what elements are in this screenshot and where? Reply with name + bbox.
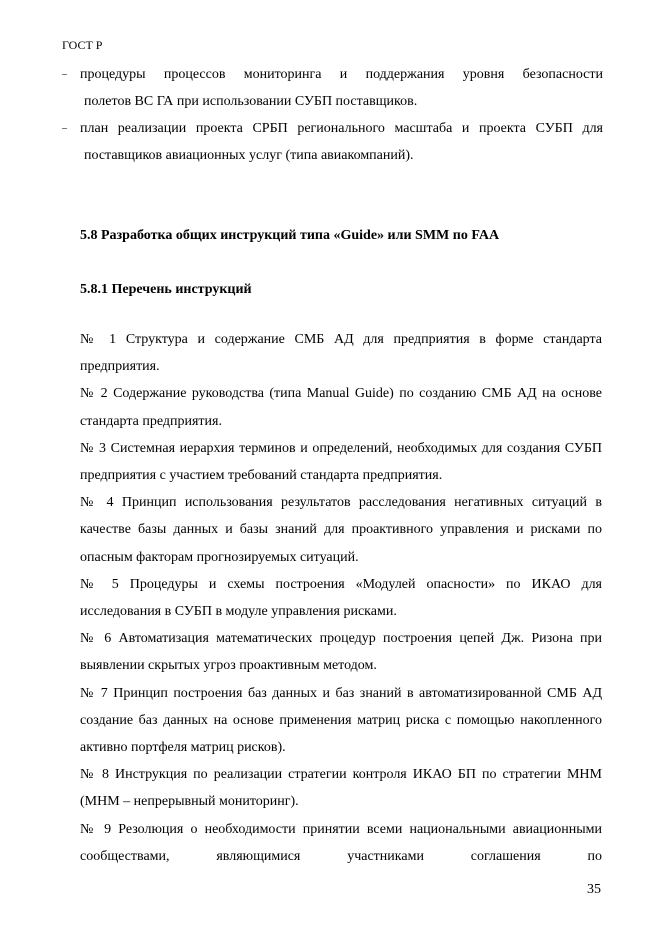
instruction-item: № 4 Принцип использования результатов расследования негативных ситуаций в качестве базы данных и базы знаний для проактивного управления и рисками по опасным факторам прогнозируемых ситуаций. [80, 495, 602, 565]
instruction-item: № 7 Принцип построения баз данных и баз знаний в автоматизированной СМБ АД создание баз данных на основе применения матриц риска с помощью накопленного активно портфеля матриц рисков). [80, 685, 602, 756]
running-header: ГОСТ Р [62, 38, 103, 52]
dash-item-line: процедуры процессов мониторинга и поддержания уровня безопасности [80, 67, 603, 82]
subsection-heading: 5.8.1 Перечень инструкций [80, 282, 252, 297]
instruction-item: № 2 Содержание руководства (типа Manual Guide) по созданию СМБ АД на основе стандарта предприятия. [80, 386, 602, 429]
dash-item-line: поставщиков авиационных услуг (типа авиакомпаний). [84, 148, 414, 163]
instruction-item: № 8 Инструкция по реализации стратегии контроля ИКАО БП по стратегии МНМ (МНМ – непрерывный мониторинг). [80, 767, 602, 810]
page-number: 35 [587, 882, 601, 897]
instruction-item: № 5 Процедуры и схемы построения «Модулей опасности» по ИКАО для исследования в СУБП в модуле управления рисками. [80, 576, 602, 620]
instruction-list [80, 326, 602, 870]
instruction-item: № 9 Резолюция о необходимости принятии всеми национальными авиационными сообществами, являющимися участниками соглашения по [80, 821, 602, 864]
section-heading: 5.8 Разработка общих инструкций типа «Guide» или SMM по FAA [80, 228, 500, 243]
dash-list-item [62, 61, 603, 115]
instruction-item: № 1 Структура и содержание СМБ АД для предприятия в форме стандарта предприятия. [80, 332, 602, 375]
dash-marker: – [62, 69, 67, 80]
instruction-item: № 3 Системная иерархия терминов и определений, необходимых для создания СУБП предприятия с участием требований стандарта предприятия. [80, 440, 602, 484]
dash-list-item [62, 115, 603, 169]
instruction-item: № 6 Автоматизация математических процедур построения цепей Дж. Ризона при выявлении скрытых угроз проактивным методом. [80, 631, 602, 674]
dash-marker: – [62, 123, 67, 134]
dash-item-line: план реализации проекта СРБП регионального масштаба и проекта СУБП для [80, 121, 603, 136]
dash-item-line: полетов ВС ГА при использовании СУБП поставщиков. [84, 94, 418, 109]
